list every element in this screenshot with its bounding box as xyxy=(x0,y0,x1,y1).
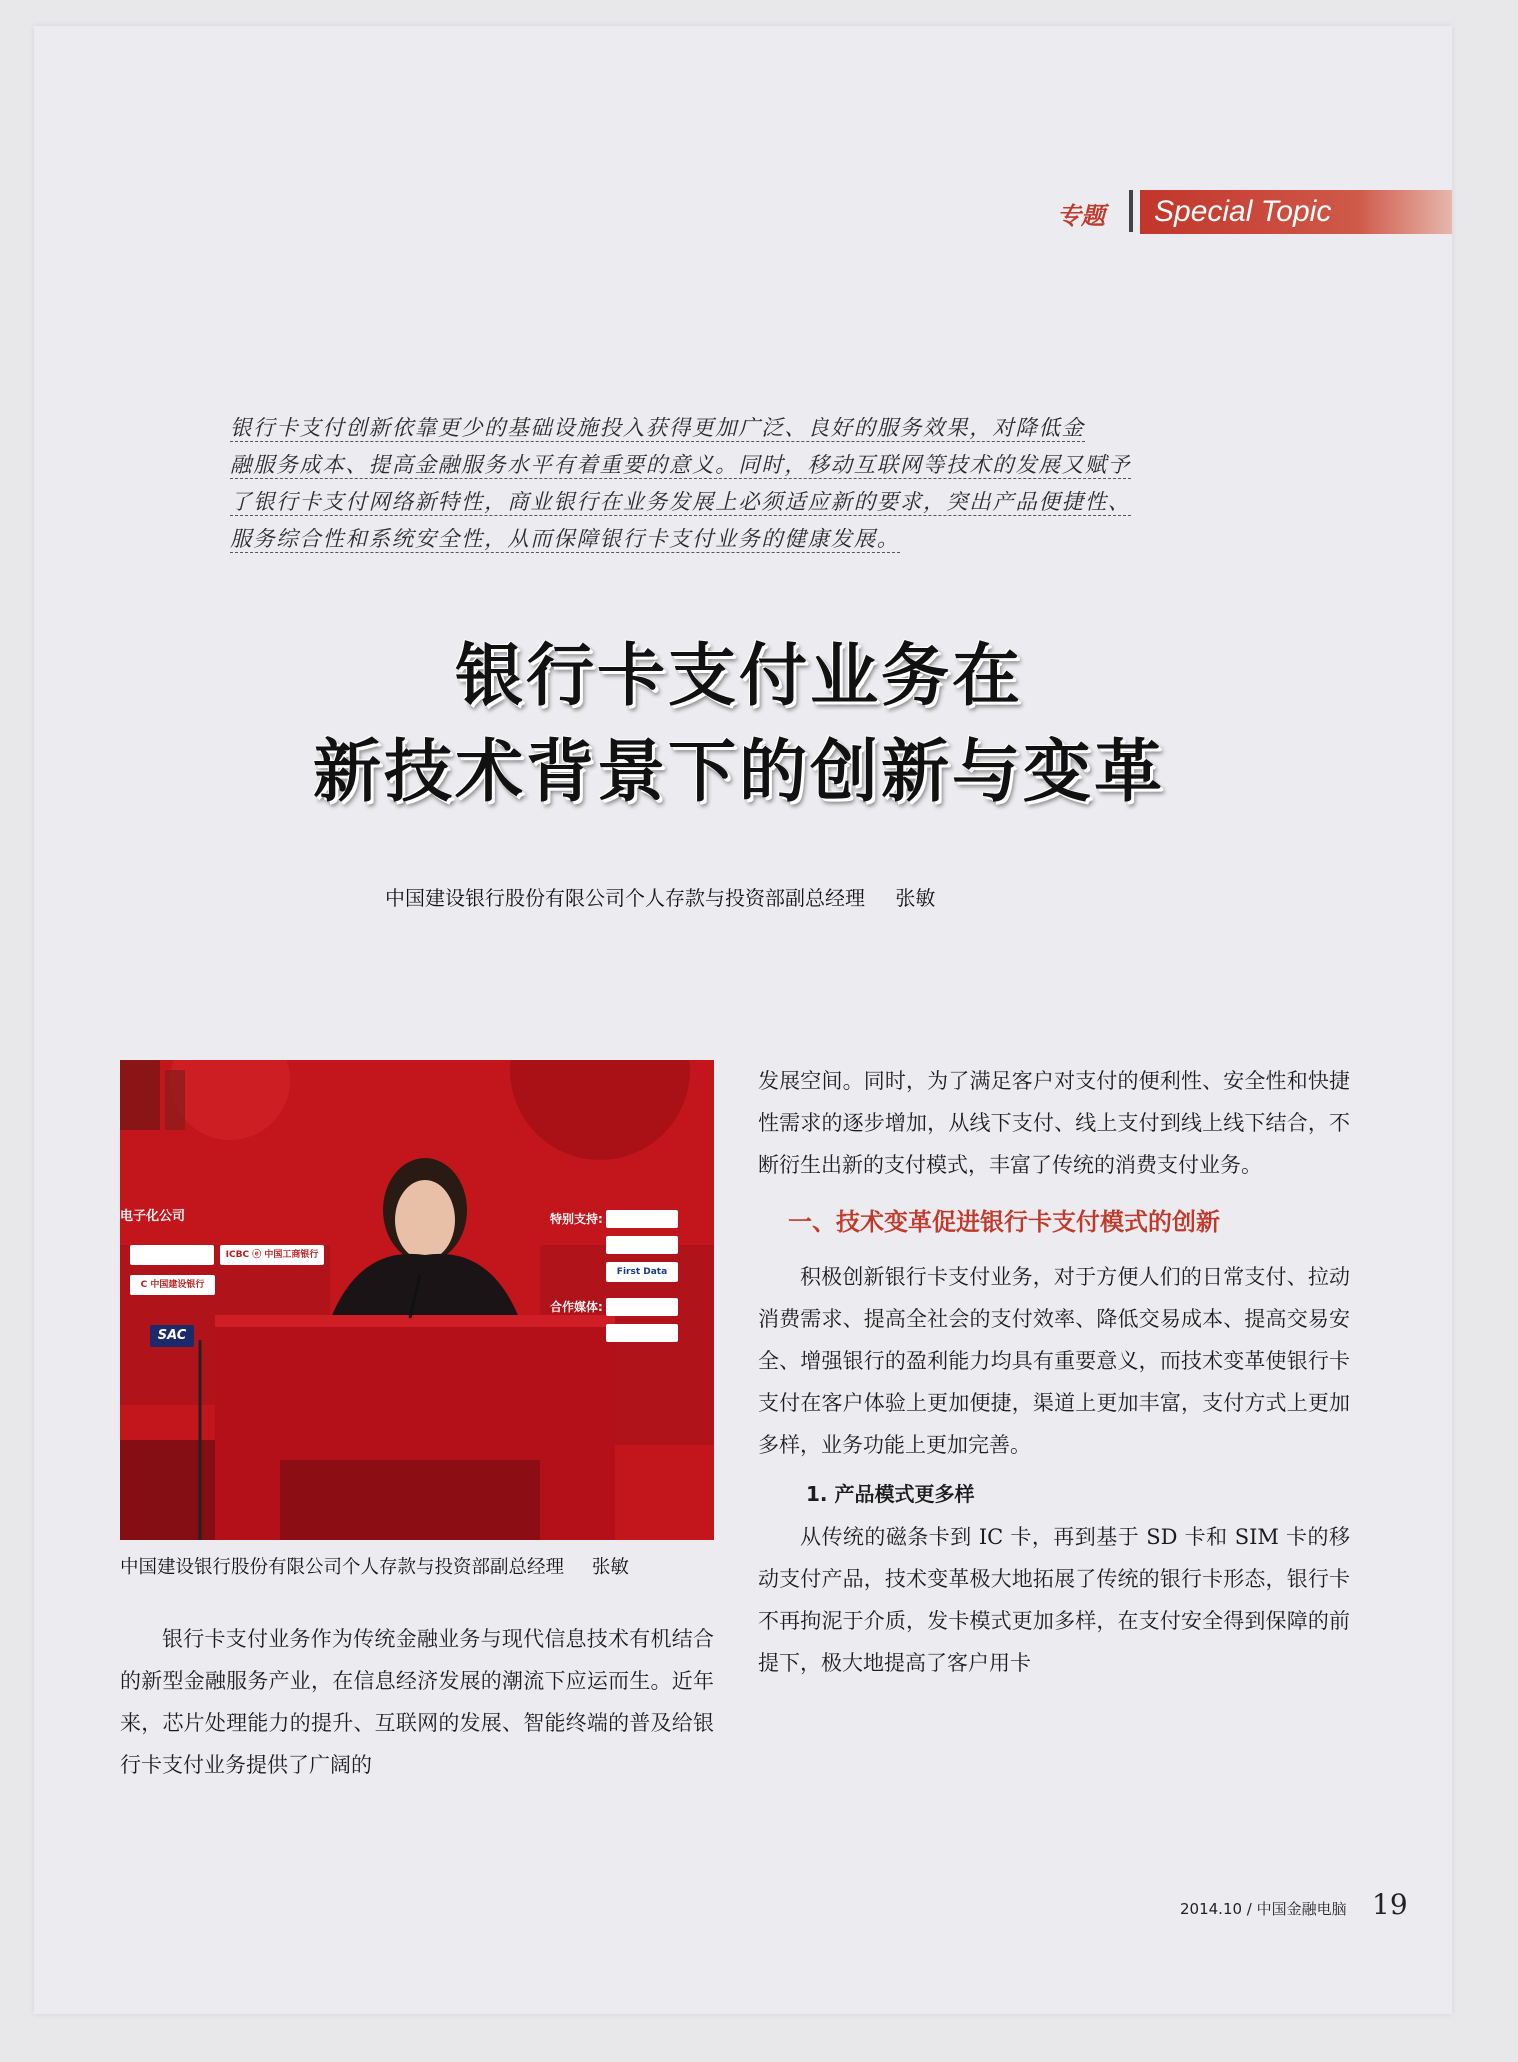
subsection-heading: 1. 产品模式更多样 xyxy=(806,1482,975,1506)
caption-position: 中国建设银行股份有限公司个人存款与投资部副总经理 xyxy=(120,1557,565,1578)
topic-label-en: Special Topic xyxy=(1140,190,1452,234)
topic-label-cn: 专题 xyxy=(1057,201,1105,230)
speaker-photo xyxy=(120,1060,714,1540)
left-column xyxy=(120,1618,714,1786)
logo-sac: SAC xyxy=(150,1325,194,1347)
logo-tile xyxy=(606,1210,678,1228)
logo-tile xyxy=(130,1245,214,1265)
section-heading: 一、技术变革促进银行卡支付模式的创新 xyxy=(788,1208,1220,1236)
caption-name: 张敏 xyxy=(591,1557,629,1578)
issue-info: 2014.10 / 中国金融电脑 xyxy=(1180,1900,1347,1918)
topic-divider xyxy=(1129,190,1133,232)
abstract-line: 银行卡支付创新依靠更少的基础设施投入获得更加广泛、良好的服务效果，对降低金 xyxy=(230,416,1085,441)
author-position: 中国建设银行股份有限公司个人存款与投资部副总经理 xyxy=(385,886,865,910)
logo-icbc: ICBC ⓔ 中国工商银行 xyxy=(220,1245,324,1265)
body-paragraph: 积极创新银行卡支付业务，对于方便人们的日常支付、拉动消费需求、提高全社会的支付效率、降低交易成本、提高交易安全、增强银行的盈利能力均具有重要意义，而技术变革使银行卡支付在客户体验上更加便捷，渠道上更加丰富，支付方式上更加多样，业务功能上更加完善。 xyxy=(758,1265,1350,1457)
body-paragraph: 发展空间。同时，为了满足客户对支付的便利性、安全性和快捷性需求的逐步增加，从线下支付、线上支付到线上线下结合，不断衍生出新的支付模式，丰富了传统的消费支付业务。 xyxy=(758,1069,1350,1177)
logo-tile xyxy=(606,1298,678,1316)
logo-ccb: C 中国建设银行 xyxy=(130,1275,215,1295)
banner-support-label: 特别支持: xyxy=(550,1212,603,1226)
body-paragraph: 从传统的磁条卡到 IC 卡，再到基于 SD 卡和 SIM 卡的移动支付产品，技术变革极大地拓展了传统的银行卡形态，银行卡不再拘泥于介质，发卡模式更加多样，在支付安全得到保障的前提下，极大地提高了客户用卡 xyxy=(758,1525,1350,1675)
logo-tile xyxy=(606,1324,678,1342)
article-title-line2: 新技术背景下的创新与变革 xyxy=(312,733,1165,812)
abstract-line: 融服务成本、提高金融服务水平有着重要的意义。同时，移动互联网等技术的发展又赋予 xyxy=(230,453,1131,478)
banner-text-left: 电子化公司 xyxy=(120,1209,186,1224)
photo-caption xyxy=(120,1553,629,1579)
logo-tile xyxy=(606,1236,678,1254)
article-title-line1: 银行卡支付业务在 xyxy=(454,637,1023,716)
byline xyxy=(385,882,935,911)
abstract-line: 了银行卡支付网络新特性，商业银行在业务发展上必须适应新的要求，突出产品便捷性、 xyxy=(230,490,1131,515)
page-number: 19 xyxy=(1372,1888,1408,1921)
author-name: 张敏 xyxy=(895,886,936,910)
right-column xyxy=(758,1060,1350,1684)
article-abstract xyxy=(230,410,1240,558)
logo-firstdata: First Data xyxy=(606,1262,678,1282)
banner-media-label: 合作媒体: xyxy=(550,1300,603,1314)
body-paragraph: 银行卡支付业务作为传统金融业务与现代信息技术有机结合的新型金融服务产业，在信息经济发展的潮流下应运而生。近年来，芯片处理能力的提升、互联网的发展、智能终端的普及给银行卡支付业务提供了广阔的 xyxy=(120,1627,714,1777)
abstract-line: 服务综合性和系统安全性，从而保障银行卡支付业务的健康发展。 xyxy=(230,527,900,552)
